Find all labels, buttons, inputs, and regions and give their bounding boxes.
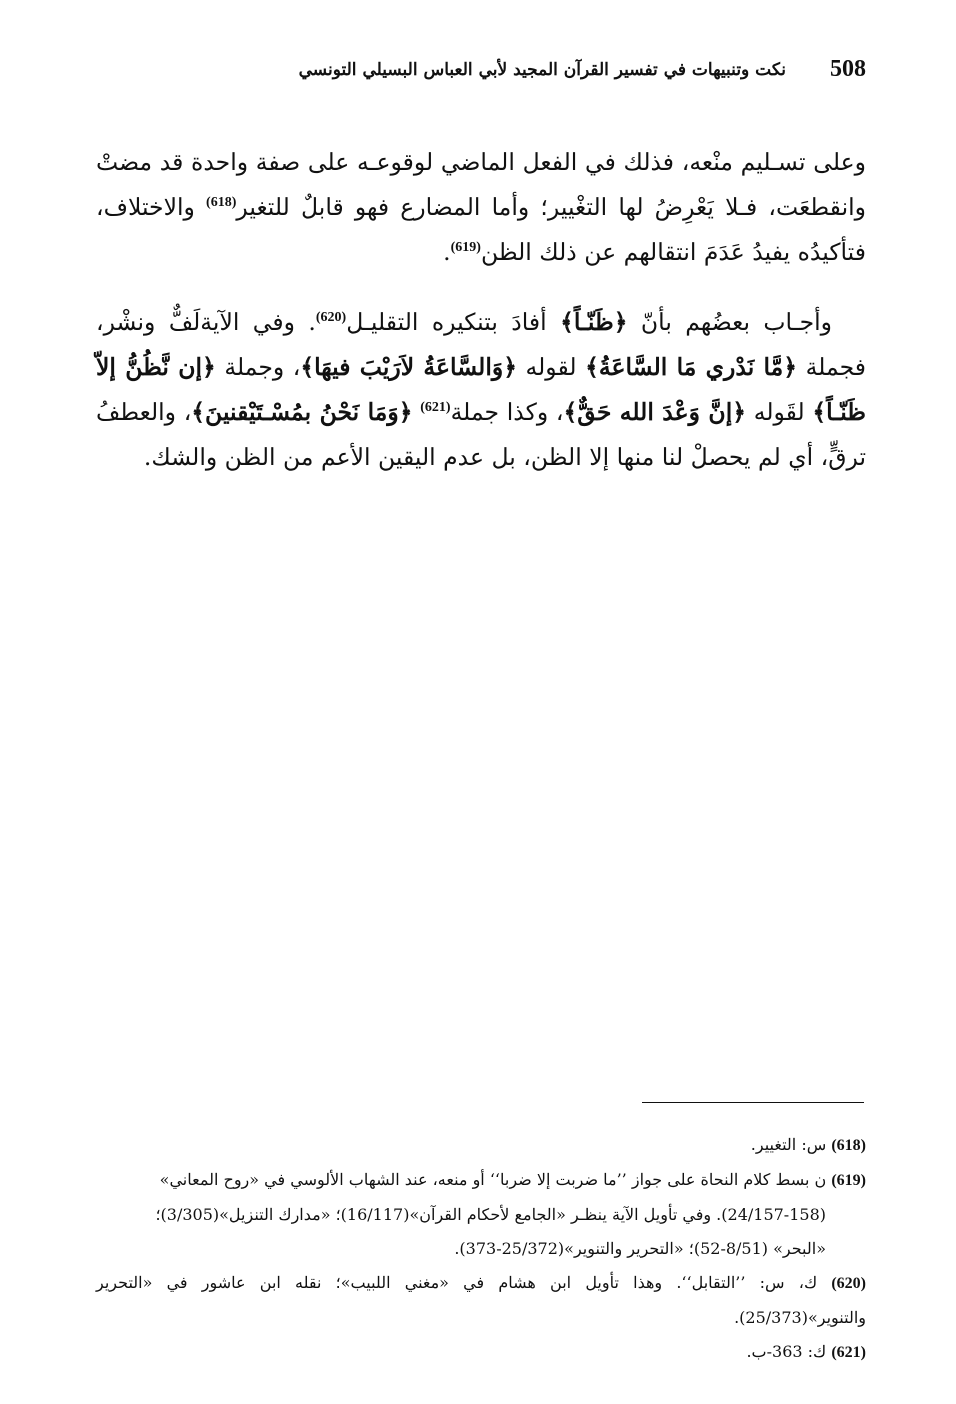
footnote-ref-620[interactable]: (620): [315, 310, 347, 326]
footnote-ref-621[interactable]: (621): [420, 400, 451, 416]
quran-quote: ﴿وَالسَّاعَةُ لاَرَيْبَ فيهَا﴾: [300, 353, 517, 381]
footnote-separator: [642, 1102, 864, 1103]
running-title: نكت وتنبيهات في تفسير القرآن المجيد لأبي العباس البسيلي التونسي: [298, 60, 786, 80]
text-run: ، وكذا جملة: [450, 398, 564, 426]
text-run: والاختلاف، فتأكيدُه يفيدُ عَدَمَ انتقالهم عن ذلك الظن: [96, 193, 866, 266]
text-run: ، وجملة: [215, 353, 301, 381]
quran-quote: ﴿إن نَّظُنُّ إلاّ ظَنّـاً﴾: [96, 353, 866, 426]
text-run: وعلى تسـليم منْعه، فذلك في الفعل الماضي لوقوعـه على صفة واحدة قد مضتْ وانقطعَت، فـلا يَعْرِضُ لها التغْيير؛ وأما المضارع فهو قابلٌ للتغير: [96, 148, 866, 221]
quran-quote: ﴿وَمَا نَحْنُ بمُسْـتَيْقنينَ﴾: [191, 398, 413, 426]
footnote-ref-619[interactable]: (619): [450, 240, 481, 256]
text-run: لقوله: [516, 353, 586, 381]
footnote-619-continued: [96, 1232, 866, 1266]
paragraph-2: [96, 300, 866, 480]
text-run: ، والعطفُ ترقٍّ، أي لم يحصلْ لنا منها إلا الظن، بل عدم اليقين الأعم من الظن والشك.: [96, 398, 866, 471]
quran-quote: ﴿إنَّ وَعْدَ الله حَقٌّ﴾: [563, 398, 746, 426]
paragraph-1: [96, 140, 866, 275]
footnote-619-continued: [96, 1198, 866, 1232]
footnote-text: ك: 363-ب.: [746, 1342, 827, 1361]
footnote-621: [96, 1335, 866, 1370]
running-header: [96, 56, 866, 96]
footnote-text: ن بسط كلام النحاة على جواز ’’ما ضربت إلا ضربا‘‘ أو منعه، عند الشهاب الألوسي في «روح المعاني»: [159, 1170, 827, 1189]
footnote-text: «البحر» (8/51-52)؛ «التحرير والتنوير»(25/372-373).: [454, 1239, 826, 1258]
footnote-text: ك، س: ’’التقابل‘‘. وهذا تأويل ابن هشام في «مغني اللبيب»؛ نقله ابن عاشور في «التحرير والتنوير»(25/373).: [96, 1273, 866, 1327]
footnote-ref-618[interactable]: (618): [206, 195, 237, 211]
footnote-number: (620): [831, 1275, 866, 1292]
text-run: وأجـاب بعضُهم بأنّ: [627, 308, 832, 336]
main-text: [96, 140, 866, 505]
text-run: لقَوله: [746, 398, 813, 426]
footnote-619: [96, 1163, 866, 1198]
footnote-number: (619): [831, 1172, 866, 1189]
text-run: .: [443, 238, 451, 266]
footnote-number: (618): [831, 1137, 866, 1154]
footnote-text: س: التغيير.: [750, 1135, 827, 1154]
quran-quote: ﴿ظَنّـاً﴾: [560, 308, 628, 336]
text-run: أفادَ بتنكيره التقليـل: [346, 308, 561, 336]
footnote-618: [96, 1128, 866, 1163]
quran-quote: ﴿مَّا نَدْري مَا السَّاعَةُ﴾: [585, 353, 798, 381]
text-run: . وفي الآيةلَفٌّ ونشْر، فجملة: [96, 308, 866, 381]
page-number: 508: [830, 56, 866, 82]
footnotes: [96, 1128, 866, 1370]
footnote-number: (621): [831, 1344, 866, 1361]
footnote-620: [96, 1266, 866, 1335]
footnote-text: (24/157-158). وفي تأويل الآية ينظـر «الجامع لأحكام القرآن»(16/117)؛ «مدارك التنزيل»(3/305)؛: [155, 1205, 826, 1224]
